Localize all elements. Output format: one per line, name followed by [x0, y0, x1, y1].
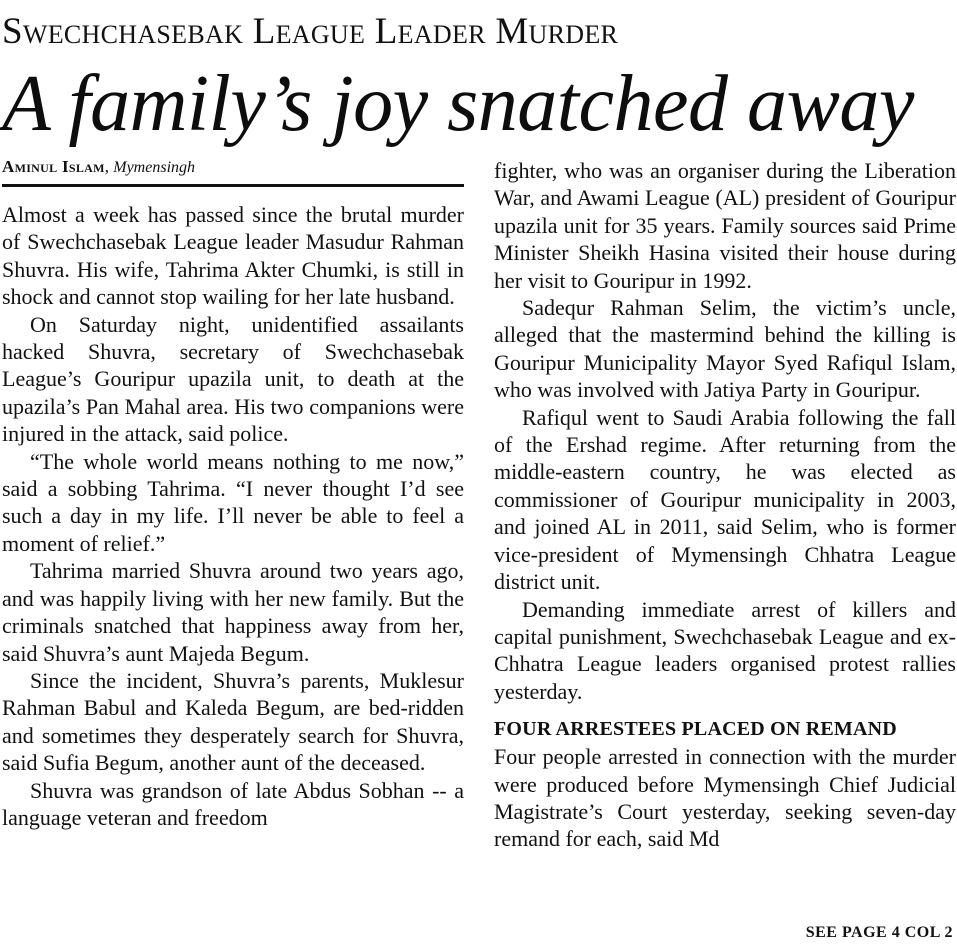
- paragraph: Sadequr Rahman Selim, the victim’s uncle, alleged that the mastermind behind the killing is Gouripur Municipality Mayor Syed Rafiqul Islam, who was involved with Jatiya Party in Gouripur.: [494, 295, 956, 403]
- paragraph: Tahrima married Shuvra around two years ago, and was happily living with her new family. But the criminals snatched that happiness away from her, said Shuvra’s aunt Majeda Begum.: [2, 558, 464, 666]
- paragraph: “The whole world means nothing to me now,” said a sobbing Tahrima. “I never thought I’d see such a day in my life. I’ll never be able to feel a moment of relief.”: [2, 448, 464, 556]
- byline-separator: ,: [104, 157, 114, 176]
- paragraph: Demanding immediate arrest of killers and capital punishment, Swechchasebak League and ex-Chhatra League leaders organised protest rallies yesterday.: [494, 596, 956, 704]
- byline: [2, 155, 464, 180]
- paragraph: Four people arrested in connection with the murder were produced before Mymensingh Chief Judicial Magistrate’s Court yesterday, seeking seven-day remand for each, said Md: [494, 744, 956, 852]
- paragraph: Shuvra was grandson of late Abdus Sobhan -- a language veteran and freedom: [2, 777, 464, 830]
- paragraph: Since the incident, Shuvra’s parents, Muklesur Rahman Babul and Kaleda Begum, are bed-ridden and sometimes they desperately search for Shuvra, said Sufia Begum, another aunt of the deceased.: [2, 667, 464, 776]
- paragraph: fighter, who was an organiser during the Liberation War, and Awami League (AL) president of Gouripur upazila unit for 35 years. Family sources said Prime Minister Sheikh Hasina visited their house during her visit to Gouripur in 1992.: [494, 158, 956, 293]
- article-column-1: [2, 201, 464, 831]
- paragraph: Almost a week has passed since the brutal murder of Swechchasebak League leader Masudur Rahman Shuvra. His wife, Tahrima Akter Chumki, is still in shock and cannot stop wailing for her late husband.: [2, 202, 464, 310]
- continuation-line: SEE PAGE 4 COL 2: [805, 924, 953, 941]
- kicker: Swechchasebak League Leader Murder: [2, 11, 619, 52]
- headline: A family’s joy snatched away: [2, 60, 914, 148]
- subheading: FOUR ARRESTEES PLACED ON REMAND: [494, 718, 897, 741]
- paragraph: Rafiqul went to Saudi Arabia following the fall of the Ershad regime. After returning from the middle-eastern country, he was elected as commissioner of Gouripur municipality in 2003, and joined AL in 2011, said Selim, who is former vice-president of Mymensingh Chhatra League district unit.: [494, 404, 956, 595]
- article-column-2: [494, 157, 956, 853]
- byline-rule: [2, 184, 464, 187]
- byline-location: Mymensingh: [113, 159, 196, 176]
- byline-author: Aminul Islam: [2, 157, 105, 176]
- paragraph: On Saturday night, unidentified assailants hacked Shuvra, secretary of Swechchasebak League’s Gouripur upazila unit, to death at the upazila’s Pan Mahal area. His two companions were injured in the attack, said police.: [2, 311, 464, 447]
